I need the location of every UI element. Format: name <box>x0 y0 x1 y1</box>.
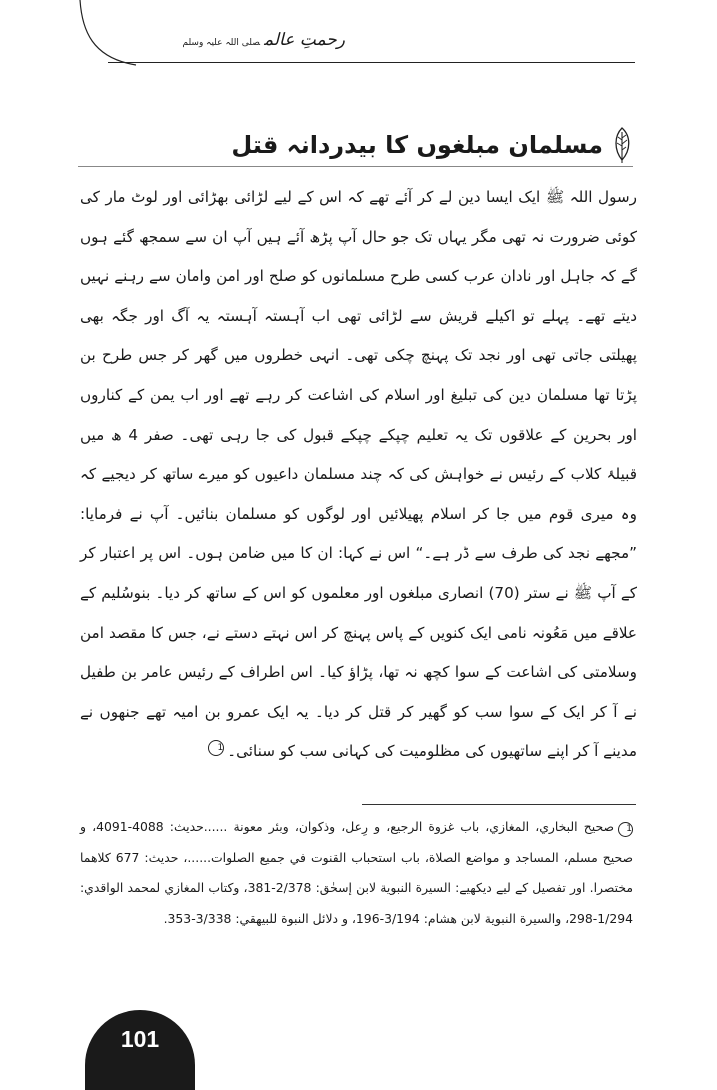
section-heading <box>231 126 633 164</box>
quill-icon <box>611 126 633 164</box>
footnote-reference-marker[interactable]: 1 <box>208 740 224 756</box>
running-head <box>182 30 345 50</box>
section-heading-text: مسلمان مبلغوں کا بیدردانہ قتل <box>231 131 603 159</box>
footnote-text: صحيح البخاري، المغازي، باب غزوة الرجيع، و رِعل، وذكوان، وبئر معونة ......حديث: 4088-4091، و صحيح مسلم، المساجد و مواضع الصلاة، باب استحباب القنوت في جميع الصلوات......، حديث: 677 كلاهما مختصرا. اور تفصیل کے لیے دیکھیے: السيرة النبوية لابن إسحٰق: 2/378-381، وكتاب المغازي لمحمد الواقدي: 1/294-298، والسيرة النبوية لابن هشام: 3/194-196، و دلائل النبوة للبيهقي: 3/338-353. <box>80 819 633 926</box>
header-rule <box>108 62 635 63</box>
footnote-marker: 1 <box>618 822 633 837</box>
footnote-block <box>80 812 633 934</box>
header-ornament-curve <box>78 0 138 66</box>
main-paragraph-text: رسول اللہ ﷺ ایک ایسا دین لے کر آئے تھے کہ اس کے لیے لڑائی بھڑائی اور لوٹ مار کی کوئی ضرورت نہ تھی مگر یہاں تک جو حال آپ پڑھ آئے ہیں آپ ان سے سمجھ گئے ہوں گے کہ جاہل اور نادان عرب کسی طرح مسلمانوں کو صلح اور امن وامان سے رہنے نہیں دیتے تھے۔ پہلے تو اکیلے قریش سے لڑائی تھی اب آہستہ آہستہ یہ آگ اور جگہ بھی پھیلتی جاتی تھی اور نجد تک پہنچ چکی تھی۔ انہی خطروں میں گھر کر جس طرح بن پڑتا تھا مسلمان دین کی تبلیغ اور اسلام کی اشاعت کر رہے تھے اور اب یمن کے کناروں اور بحرین کے علاقوں تک یہ تعلیم چپکے چپکے قبول کی جا رہی تھی۔ صفر 4 ھ میں قبیلۂ کلاب کے رئیس نے خواہش کی کہ چند مسلمان داعیوں کو میرے ساتھ کر دیجیے کہ وہ میری قوم میں جا کر اسلام پھیلائیں اور لوگوں کو مسلمان بنائیں۔ آپ نے فرمایا: ”مجھے نجد کی طرف سے ڈر ہے۔“ اس نے کہا: ان کا میں ضامن ہوں۔ اس پر اعتبار کر کے آپ ﷺ نے ستر (70) انصاری مبلغوں اور معلموں کو اس کے ساتھ کر دیا۔ بنوسُلیم کے علاقے میں مَعُونہ نامی ایک کنویں کے پاس پہنچ کر اس نہتے دستے نے، جس کا مقصد امن وسلامتی کی اشاعت کے سوا کچھ نہ تھا، پڑاؤ کیا۔ اس اطراف کے رئیس عامر بن طفیل نے آ کر ایک کے سوا سب کو گھیر کر قتل کر دیا۔ یہ ایک عمرو بن امیہ تھے جنھوں نے مدینے آ کر اپنے ساتھیوں کی مظلومیت کی کہانی سب کو سنائی۔ <box>80 188 638 761</box>
main-paragraph <box>80 178 637 772</box>
footnote-divider <box>362 804 636 805</box>
heading-divider <box>78 166 633 167</box>
page-number: 101 <box>120 1026 160 1052</box>
running-head-title: رحمتِ عالم <box>264 30 345 50</box>
running-head-salutation: صلی اللہ علیہ وسلم <box>182 38 261 48</box>
